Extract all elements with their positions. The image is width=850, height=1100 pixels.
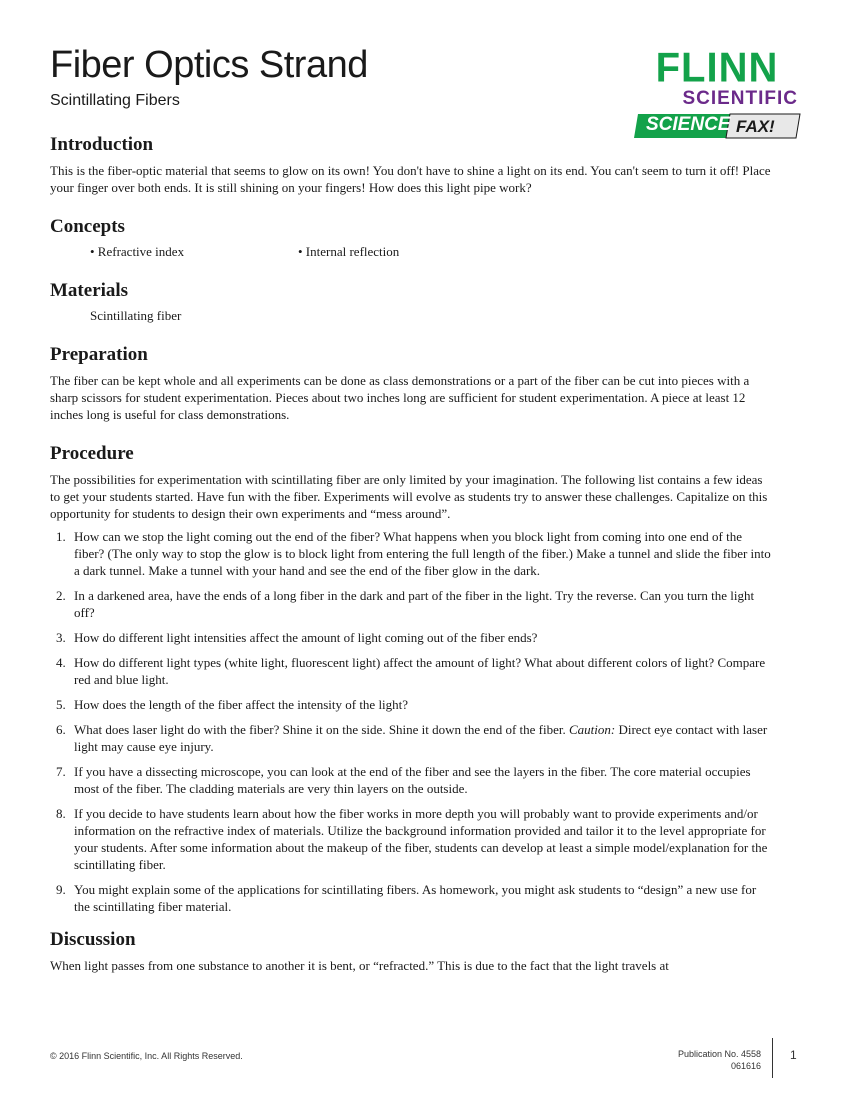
flinn-logo bbox=[632, 44, 802, 142]
logo-scientific-text: SCIENTIFIC bbox=[682, 88, 798, 109]
publication-number: Publication No. 4558 bbox=[677, 1049, 761, 1059]
procedure-step bbox=[50, 881, 774, 915]
step-number: 9. bbox=[56, 882, 66, 897]
caution-label: Caution: bbox=[568, 722, 616, 737]
concepts-section bbox=[50, 216, 774, 260]
procedure-step bbox=[50, 587, 774, 621]
step-number: 2. bbox=[56, 588, 66, 603]
logo-science-text: SCIENCE bbox=[646, 114, 731, 135]
concepts-heading: Concepts bbox=[50, 216, 125, 237]
footer-publication bbox=[650, 1048, 761, 1072]
introduction-heading: Introduction bbox=[50, 134, 154, 155]
concept-item: • Internal reflection bbox=[298, 244, 400, 259]
step-text: In a darkened area, have the ends of a long fiber in the dark and part of the fiber in the light. Try the reverse. Can you turn the light off? bbox=[74, 588, 755, 620]
step-text: If you have a dissecting microscope, you can look at the end of the fiber and see the layers in the fiber. The core material occupies most of the fiber. The cladding materials are very thin layers on the outside. bbox=[74, 764, 751, 796]
discussion-text: When light passes from one substance to another it is bent, or “refracted.” This is due to the fact that the light travels at bbox=[50, 958, 669, 973]
discussion-section bbox=[50, 929, 774, 974]
step-number: 8. bbox=[56, 806, 66, 821]
document-body bbox=[50, 134, 774, 994]
step-text: What does laser light do with the fiber? Shine it on the side. Shine it down the end of the fiber. bbox=[74, 722, 569, 737]
concept-item: • Refractive index bbox=[90, 244, 185, 259]
step-number: 3. bbox=[56, 630, 66, 645]
footer-copyright: © 2016 Flinn Scientific, Inc. All Rights Reserved. bbox=[50, 1051, 243, 1061]
step-text: You might explain some of the applications for scintillating fibers. As homework, you might ask students to “design” a new use for the scintillating fiber material. bbox=[74, 882, 757, 914]
step-text: How does the length of the fiber affect the intensity of the light? bbox=[74, 697, 409, 712]
step-text: Direct eye contact with laser light may cause eye injury. bbox=[74, 722, 768, 754]
materials-heading: Materials bbox=[50, 280, 129, 301]
step-number: 4. bbox=[56, 655, 66, 670]
preparation-heading: Preparation bbox=[50, 344, 148, 365]
step-text: If you decide to have students learn about how the fiber works in more depth you will probably want to provide experiments and/or information on the refractive index of materials. Utilize the background information provided and tailor it to the level appropriate for your students. After some information about the makeup of the fiber, students can develop at least a simple model/explanation for the scintillating fiber. bbox=[74, 806, 768, 872]
concepts-list bbox=[90, 244, 774, 260]
procedure-section bbox=[50, 443, 774, 915]
step-number: 5. bbox=[56, 697, 66, 712]
introduction-section bbox=[50, 134, 774, 196]
materials-item: Scintillating fiber bbox=[90, 308, 182, 323]
step-text: How can we stop the light coming out the end of the fiber? What happens when you block light from coming into one end of the fiber? (The only way to stop the glow is to block light from entering the full length of the fiber.) Make a tunnel and slide the fiber into a dark tunnel. Make a tunnel with your hand and see the end of the fiber glow in the dark. bbox=[74, 529, 771, 578]
footer-divider bbox=[772, 1038, 773, 1078]
step-number: 1. bbox=[56, 529, 66, 544]
step-number: 7. bbox=[56, 764, 66, 779]
procedure-step bbox=[50, 629, 774, 646]
discussion-heading: Discussion bbox=[50, 929, 136, 950]
page-subtitle: Scintillating Fibers bbox=[50, 92, 180, 109]
step-text: How do different light types (white light, fluorescent light) affect the amount of light? What about different colors of light? Compare red and blue light. bbox=[74, 655, 766, 687]
logo-fax-text: FAX! bbox=[736, 117, 775, 136]
procedure-step bbox=[50, 805, 774, 873]
materials-section bbox=[50, 280, 774, 324]
preparation-section bbox=[50, 344, 774, 423]
preparation-text: The fiber can be kept whole and all experiments can be done as class demonstrations or a part of the fiber can be cut into pieces with a sharp scissors for student experimentation. Pieces about two inches long are sufficient for student experimentation. A piece at least 12 inches long is useful for class demonstrations. bbox=[50, 373, 750, 422]
procedure-step bbox=[50, 528, 774, 579]
procedure-step bbox=[50, 696, 774, 713]
publication-code: 061616 bbox=[730, 1061, 761, 1071]
logo-flinn-text: FLINN bbox=[655, 44, 779, 92]
procedure-step bbox=[50, 721, 774, 755]
procedure-list bbox=[50, 528, 774, 915]
introduction-text: This is the fiber-optic material that seems to glow on its own! You don't have to shine a light on its end. You can't seem to turn it off! Place your finger over both ends. It is still shining on your fingers! How does this light pipe work? bbox=[50, 163, 771, 195]
step-number: 6. bbox=[56, 722, 66, 737]
procedure-heading: Procedure bbox=[50, 443, 134, 464]
procedure-step bbox=[50, 763, 774, 797]
page-title: Fiber Optics Strand bbox=[50, 44, 368, 86]
procedure-intro: The possibilities for experimentation with scintillating fiber are only limited by your imagination. The following list contains a few ideas to get your students started. Have fun with the fiber. Experiments will evolve as students try to answer these challenges. Capitalize on this opportunity for students to design their own experiments and “mess around”. bbox=[50, 472, 768, 521]
procedure-step bbox=[50, 654, 774, 688]
step-text: How do different light intensities affect the amount of light coming out of the fiber ends? bbox=[74, 630, 538, 645]
page-number: 1 bbox=[790, 1048, 797, 1062]
